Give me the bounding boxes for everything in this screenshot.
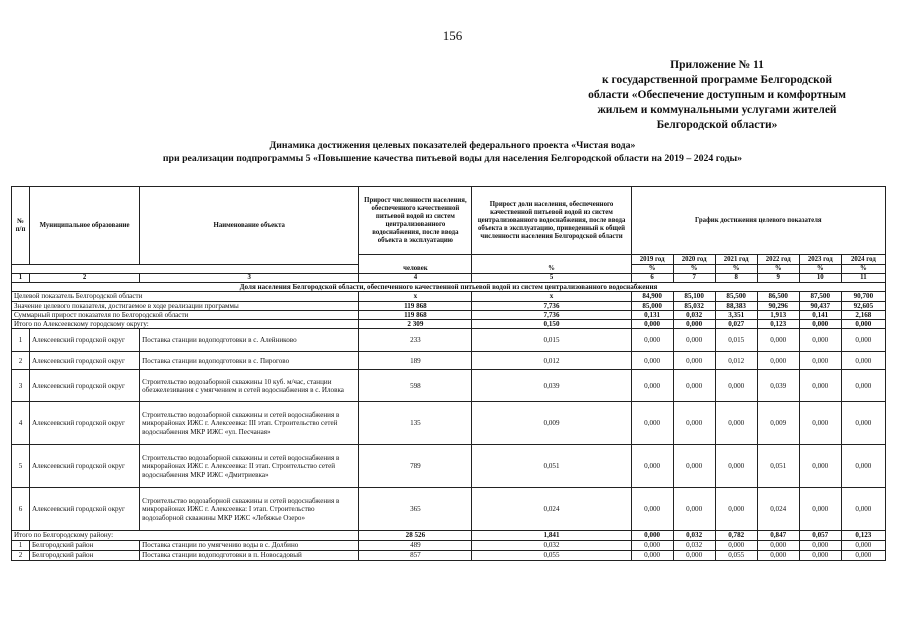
appendix-line: Белгородской области» [656, 119, 778, 131]
population-growth: 189 [359, 352, 472, 370]
municipality-cell: Алексеевский городской округ [30, 402, 140, 445]
appendix-line: жильем и коммунальными услугами жителей [597, 104, 837, 116]
unit-percent: % [472, 255, 631, 274]
column-number: 11 [841, 274, 885, 283]
column-number: 1 [12, 274, 30, 283]
table-row [12, 352, 886, 370]
year-value: 0,000 [631, 402, 673, 445]
table-row [12, 402, 886, 445]
column-number: 8 [715, 274, 757, 283]
share-growth: 0,015 [472, 329, 631, 352]
population-growth: 119 868 [359, 310, 472, 319]
unit-percent: % [757, 265, 799, 274]
year-value: 0,000 [799, 370, 841, 402]
total-row-alekseevsky [12, 320, 886, 329]
year-value: 0,000 [715, 445, 757, 488]
population-growth: 28 526 [359, 531, 472, 540]
year-value: 0,000 [631, 445, 673, 488]
year-value: 0,000 [757, 550, 799, 560]
year-value: 0,000 [673, 329, 715, 352]
total-row-belgorodsky [12, 531, 886, 540]
population-growth: 789 [359, 445, 472, 488]
unit-people: человек [359, 255, 472, 274]
indicator-table [11, 186, 886, 561]
header-blank [12, 265, 359, 274]
share-growth: х [472, 292, 631, 301]
population-growth: 598 [359, 370, 472, 402]
population-growth: 119 868 [359, 301, 472, 310]
year-value: 0,000 [631, 329, 673, 352]
appendix-line: Приложение № 11 [670, 59, 764, 71]
year-value: 0,000 [631, 352, 673, 370]
share-growth: 0,024 [472, 488, 631, 531]
row-label: Итого по Алексеевскому городскому округу: [12, 320, 359, 329]
appendix-line: области «Обеспечение доступным и комфортным [588, 89, 846, 101]
header-growth-population: Прирост численности населения, обеспеченного качественной питьевой водой из систем централизованного водоснабжения, после ввода объекта в эксплуатацию [359, 187, 472, 255]
header-municipality: Муниципальное образование [30, 187, 140, 265]
table-row [12, 445, 886, 488]
year-value: 0,000 [757, 329, 799, 352]
column-number: 3 [140, 274, 359, 283]
summary-row [12, 310, 886, 319]
header-year: 2021 год [715, 255, 757, 265]
year-value: 0,000 [673, 550, 715, 560]
column-number: 2 [30, 274, 140, 283]
year-value: 92,605 [841, 301, 885, 310]
year-value: 0,000 [841, 370, 885, 402]
unit-percent: % [841, 265, 885, 274]
population-growth: 135 [359, 402, 472, 445]
object-name-cell: Поставка станции водоподготовки в п. Новосадовый [140, 550, 359, 560]
share-growth: 0,032 [472, 540, 631, 550]
year-value: 0,000 [841, 320, 885, 329]
year-value: 0,015 [715, 329, 757, 352]
share-growth: 0,012 [472, 352, 631, 370]
municipality-cell: Белгородский район [30, 540, 140, 550]
header-year: 2020 год [673, 255, 715, 265]
share-growth: 0,150 [472, 320, 631, 329]
column-number-row [12, 274, 886, 283]
header-object: Наименование объекта [140, 187, 359, 265]
population-growth: 233 [359, 329, 472, 352]
summary-row [12, 301, 886, 310]
title-line: Динамика достижения целевых показателей федерального проекта «Чистая вода» [269, 140, 636, 151]
year-value: 0,000 [631, 488, 673, 531]
column-number: 6 [631, 274, 673, 283]
year-value: 0,000 [715, 488, 757, 531]
year-value: 0,000 [673, 445, 715, 488]
unit-percent: % [715, 265, 757, 274]
object-name-cell: Поставка станции водоподготовки в с. Алейниково [140, 329, 359, 352]
year-value: 1,913 [757, 310, 799, 319]
object-name-cell: Строительство водозаборной скважины и сетей водоснабжения в микрорайонах ИЖС г. Алексеевка: I этап. Строительство водозаборной скважины МКР ИЖС «Лебяжье Озеро» [140, 488, 359, 531]
year-value: 0,000 [799, 550, 841, 560]
population-growth: х [359, 292, 472, 301]
row-label: Суммарный прирост показателя по Белгородской области [12, 310, 359, 319]
row-label: Итого по Белгородскому району: [12, 531, 359, 540]
municipality-cell: Белгородский район [30, 550, 140, 560]
year-value: 88,383 [715, 301, 757, 310]
year-value: 0,000 [841, 402, 885, 445]
column-number: 10 [799, 274, 841, 283]
header-year: 2022 год [757, 255, 799, 265]
year-value: 0,032 [673, 531, 715, 540]
year-value: 0,123 [841, 531, 885, 540]
row-label: Значение целевого показателя, достигаемое в ходе реализации программы [12, 301, 359, 310]
share-growth: 7,736 [472, 310, 631, 319]
year-value: 85,032 [673, 301, 715, 310]
unit-percent: % [631, 265, 673, 274]
header-year: 2023 год [799, 255, 841, 265]
header-schedule: График достижения целевого показателя [631, 187, 885, 255]
year-value: 0,000 [841, 352, 885, 370]
appendix-line: к государственной программе Белгородской [602, 74, 832, 86]
table-row [12, 329, 886, 352]
year-value: 0,000 [673, 320, 715, 329]
population-growth: 857 [359, 550, 472, 560]
year-value: 0,000 [799, 320, 841, 329]
object-name-cell: Строительство водозаборной скважины и сетей водоснабжения в микрорайонах ИЖС г. Алексеевка: II этап. Строительство сетей водоснабжения МКР ИЖС «Дмитриевка» [140, 445, 359, 488]
municipality-cell: Алексеевский городской округ [30, 370, 140, 402]
share-growth: 1,841 [472, 531, 631, 540]
row-number: 5 [12, 445, 30, 488]
share-growth: 7,736 [472, 301, 631, 310]
column-number: 5 [472, 274, 631, 283]
year-value: 90,700 [841, 292, 885, 301]
object-name-cell: Строительство водозаборной скважины и сетей водоснабжения в микрорайонах ИЖС г. Алексеевка: III этап. Строительство сетей водоснабжения МКР ИЖС «ул. Песчаная» [140, 402, 359, 445]
year-value: 0,131 [631, 310, 673, 319]
year-value: 0,000 [631, 320, 673, 329]
object-name-cell: Поставка станции водоподготовки в с. Пирогово [140, 352, 359, 370]
table-row [12, 540, 886, 550]
year-value: 85,100 [673, 292, 715, 301]
year-value: 0,000 [799, 329, 841, 352]
year-value: 0,000 [841, 550, 885, 560]
year-value: 0,000 [631, 531, 673, 540]
title-line: при реализации подпрограммы 5 «Повышение качества питьевой воды для населения Белгородской области на 2019 – 2024 годы» [162, 153, 743, 164]
municipality-cell: Алексеевский городской округ [30, 329, 140, 352]
row-number: 4 [12, 402, 30, 445]
year-value: 0,000 [631, 370, 673, 402]
year-value: 0,000 [841, 445, 885, 488]
document-title [0, 139, 905, 165]
year-value: 84,900 [631, 292, 673, 301]
row-number: 3 [12, 370, 30, 402]
year-value: 0,000 [841, 540, 885, 550]
population-growth: 2 309 [359, 320, 472, 329]
year-value: 0,039 [757, 370, 799, 402]
year-value: 0,000 [631, 550, 673, 560]
header-growth-share: Прирост доли населения, обеспеченного качественной питьевой водой из систем централизованного водоснабжения, после ввода объекта в эксплуатацию, приведенный к общей численности населения Белгородской области [472, 187, 631, 255]
column-number: 7 [673, 274, 715, 283]
year-value: 0,027 [715, 320, 757, 329]
year-value: 0,782 [715, 531, 757, 540]
year-value: 0,847 [757, 531, 799, 540]
year-value: 0,051 [757, 445, 799, 488]
year-value: 0,000 [715, 540, 757, 550]
year-value: 0,009 [757, 402, 799, 445]
year-value: 0,000 [757, 540, 799, 550]
year-value: 0,032 [673, 540, 715, 550]
share-growth: 0,051 [472, 445, 631, 488]
appendix-heading [567, 58, 867, 133]
year-value: 0,000 [673, 402, 715, 445]
year-value: 90,437 [799, 301, 841, 310]
municipality-cell: Алексеевский городской округ [30, 352, 140, 370]
column-number: 9 [757, 274, 799, 283]
object-name-cell: Строительство водозаборной скважины 10 куб. м/час, станции обезжелезивания с умягчением и сетей водоснабжения в с. Иловка [140, 370, 359, 402]
year-value: 87,500 [799, 292, 841, 301]
population-growth: 365 [359, 488, 472, 531]
year-value: 0,000 [841, 488, 885, 531]
unit-percent: % [673, 265, 715, 274]
year-value: 0,000 [631, 540, 673, 550]
share-growth: 0,055 [472, 550, 631, 560]
year-value: 0,057 [799, 531, 841, 540]
year-value: 0,000 [673, 370, 715, 402]
year-value: 0,032 [673, 310, 715, 319]
year-value: 0,000 [757, 352, 799, 370]
year-value: 3,351 [715, 310, 757, 319]
year-value: 0,000 [799, 402, 841, 445]
header-year: 2024 год [841, 255, 885, 265]
row-number: 1 [12, 329, 30, 352]
share-growth: 0,039 [472, 370, 631, 402]
row-number: 6 [12, 488, 30, 531]
header-num: № п/п [12, 187, 30, 265]
year-value: 0,000 [715, 402, 757, 445]
table-row [12, 550, 886, 560]
column-number: 4 [359, 274, 472, 283]
year-value: 0,000 [799, 540, 841, 550]
row-number: 2 [12, 550, 30, 560]
section-title: Доля населения Белгородской области, обеспеченного качественной питьевой водой из систем централизованного водоснабжения [12, 283, 886, 292]
year-value: 0,024 [757, 488, 799, 531]
page-number: 156 [442, 28, 463, 43]
year-value: 2,168 [841, 310, 885, 319]
year-value: 0,000 [841, 329, 885, 352]
row-label: Целевой показатель Белгородской области [12, 292, 359, 301]
year-value: 85,000 [631, 301, 673, 310]
summary-row [12, 292, 886, 301]
year-value: 0,055 [715, 550, 757, 560]
year-value: 85,500 [715, 292, 757, 301]
row-number: 1 [12, 540, 30, 550]
year-value: 0,123 [757, 320, 799, 329]
row-number: 2 [12, 352, 30, 370]
year-value: 86,500 [757, 292, 799, 301]
municipality-cell: Алексеевский городской округ [30, 445, 140, 488]
object-name-cell: Поставка станции по умягчению воды в с. Долбино [140, 540, 359, 550]
municipality-cell: Алексеевский городской округ [30, 488, 140, 531]
year-value: 0,141 [799, 310, 841, 319]
year-value: 0,000 [799, 445, 841, 488]
year-value: 0,012 [715, 352, 757, 370]
year-value: 0,000 [715, 370, 757, 402]
population-growth: 489 [359, 540, 472, 550]
year-value: 0,000 [673, 488, 715, 531]
year-value: 0,000 [799, 352, 841, 370]
table-row [12, 488, 886, 531]
year-value: 0,000 [799, 488, 841, 531]
share-growth: 0,009 [472, 402, 631, 445]
year-value: 0,000 [673, 352, 715, 370]
header-year: 2019 год [631, 255, 673, 265]
unit-percent: % [799, 265, 841, 274]
year-value: 90,296 [757, 301, 799, 310]
table-row [12, 370, 886, 402]
